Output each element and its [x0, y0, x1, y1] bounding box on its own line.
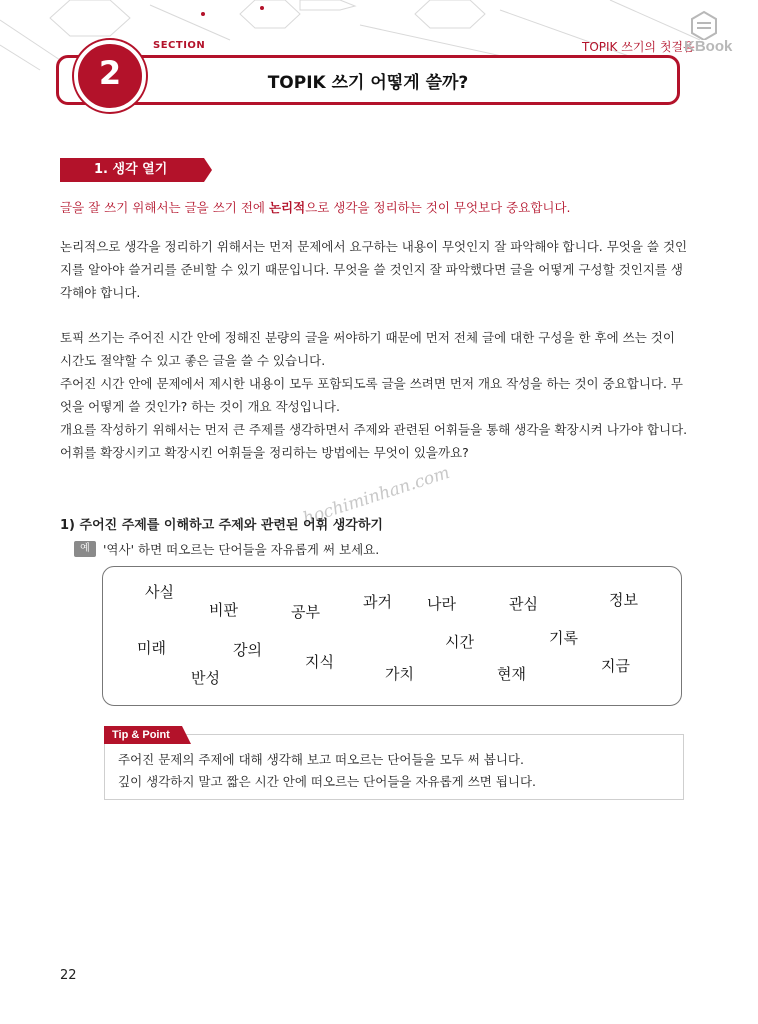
word-item: 정보: [609, 591, 638, 609]
section-title: TOPIK 쓰기 어떻게 쓸까?: [267, 73, 469, 93]
tip-line-1: 주어진 문제의 주제에 대해 생각해 보고 떠오르는 단어들을 모두 써 봅니다.: [118, 752, 524, 767]
running-head: TOPIK 쓰기의 첫걸음: [582, 40, 695, 54]
book-icon: [670, 10, 732, 40]
lead-after: 으로 생각을 정리하는 것이 무엇보다 중요합니다.: [305, 200, 571, 215]
word-brainstorm-box: [102, 566, 682, 706]
word-item: 지금: [601, 657, 630, 675]
paragraph-4: 개요를 작성하기 위해서는 먼저 큰 주제를 생각하면서 주제와 관련된 어휘들을 통해 생각을 확장시켜 나가야 합니다. 어휘를 확장시키고 확장시킨 어휘들을 정리하는 방법에는 무엇이 있을까요?: [60, 422, 688, 460]
paragraph-3: 주어진 시간 안에 문제에서 제시한 내용이 모두 포함되도록 글을 쓰려면 먼저 개요 작성을 하는 것이 중요합니다. 무엇을 어떻게 쓸 것인가? 하는 것이 개요 작성입니다.: [60, 376, 683, 414]
word-item: 시간: [445, 633, 474, 651]
subsection-heading: 1) 주어진 주제를 이해하고 주제와 관련된 어휘 생각하기: [60, 518, 383, 533]
word-item: 나라: [427, 595, 456, 613]
example-instruction: '역사' 하면 떠오르는 단어들을 자유롭게 써 보세요.: [103, 542, 380, 557]
section-heading: 1. 생각 열기: [60, 158, 204, 182]
kbook-logo: [670, 10, 732, 62]
section-title-bar: [56, 55, 680, 105]
paragraph-1: 논리적으로 생각을 정리하기 위해서는 먼저 문제에서 요구하는 내용이 무엇인지 잘 파악해야 합니다. 무엇을 쓸 것인지를 알아야 쓸거리를 준비할 수 있기 때문입니다. 무엇을 쓸 것인지 잘 파악했다면 글을 어떻게 구성할 것인지를 생각해야 합니다.: [60, 239, 688, 300]
tip-label: Tip & Point: [104, 726, 182, 744]
section-label: SECTION: [153, 40, 206, 51]
word-item: 가치: [385, 665, 414, 683]
word-item: 지식: [305, 653, 334, 671]
section-number-badge: [74, 40, 146, 112]
word-item: 공부: [291, 603, 320, 621]
word-item: 현재: [497, 665, 526, 683]
section-number: 2: [98, 54, 122, 92]
paragraph-2: 토픽 쓰기는 주어진 시간 안에 정해진 분량의 글을 써야하기 때문에 먼저 전체 글에 대한 구성을 한 후에 쓰는 것이 시간도 절약할 수 있고 좋은 글을 쓸 수 있습니다.: [60, 330, 675, 368]
tip-line-2: 깊이 생각하지 말고 짧은 시간 안에 떠오르는 단어들을 자유롭게 쓰면 됩니다.: [118, 774, 537, 789]
lead-before: 글을 잘 쓰기 위해서는 글을 쓰기 전에: [60, 200, 269, 215]
word-item: 반성: [191, 669, 220, 687]
word-item: 관심: [509, 595, 538, 613]
word-item: 기록: [549, 629, 578, 647]
watermark: hochiminhan.com: [300, 462, 453, 530]
word-item: 강의: [233, 641, 262, 659]
word-item: 과거: [363, 593, 392, 611]
lead-sentence: [60, 198, 571, 216]
lead-emphasis: 논리적: [268, 200, 306, 215]
word-item: 사실: [145, 583, 174, 601]
page-number: 22: [60, 968, 77, 983]
word-item: 미래: [137, 639, 166, 657]
example-tag: 예: [74, 541, 96, 557]
word-item: 비판: [209, 601, 238, 619]
logo-text: KBook: [684, 38, 733, 55]
